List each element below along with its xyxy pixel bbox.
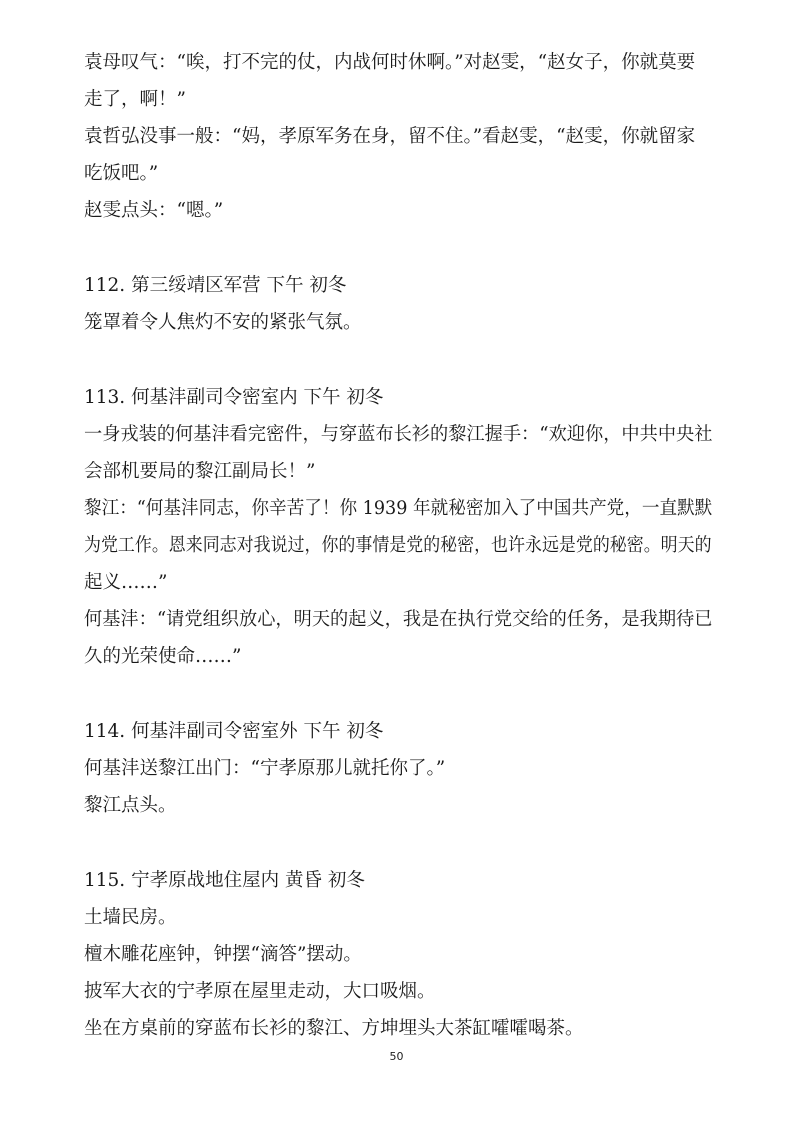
text-line: 吃饭吧。” bbox=[84, 163, 159, 184]
text-line: 会部机要局的黎江副局长！” bbox=[84, 461, 316, 482]
scene-heading: 112. 第三绥靖区军营 下午 初冬 bbox=[84, 275, 347, 296]
text-line: 何基沣：“请党组织放心，明天的起义，我是在执行党交给的任务，是我期待已 bbox=[84, 609, 713, 630]
text-line: 土墙民房。 bbox=[84, 907, 177, 928]
text-line: 檀木雕花座钟，钟摆“滴答”摆动。 bbox=[84, 944, 362, 965]
text-line: 一身戎装的何基沣看完密件，与穿蓝布长衫的黎江握手：“欢迎你，中共中央社 bbox=[84, 424, 713, 445]
text-line: 起义……” bbox=[84, 572, 168, 593]
text-line: 袁母叹气：“唉，打不完的仗，内战何时休啊。”对赵雯，“赵女子，你就莫要 bbox=[84, 52, 696, 73]
page-number: 50 bbox=[389, 1050, 404, 1063]
text-line: 赵雯点头：“嗯。” bbox=[84, 200, 224, 221]
text-line: 笼罩着令人焦灼不安的紧张气氛。 bbox=[84, 312, 362, 333]
text-line: 袁哲弘没事一般：“妈，孝原军务在身，留不住。”看赵雯，“赵雯，你就留家 bbox=[84, 126, 696, 147]
text-line: 黎江：“何基沣同志，你辛苦了！你 1939 年就秘密加入了中国共产党，一直默默 bbox=[84, 498, 713, 519]
text-line: 走了，啊！” bbox=[84, 89, 186, 110]
text-line: 何基沣送黎江出门：“宁孝原那儿就托你了。” bbox=[84, 758, 446, 779]
scene-heading: 114. 何基沣副司令密室外 下午 初冬 bbox=[84, 721, 384, 742]
text-line: 久的光荣使命……” bbox=[84, 646, 242, 667]
text-line: 坐在方桌前的穿蓝布长衫的黎江、方坤埋头大茶缸嚯嚯喝茶。 bbox=[84, 1018, 584, 1039]
text-line: 为党工作。恩来同志对我说过，你的事情是党的秘密，也许永远是党的秘密。明天的 bbox=[84, 535, 712, 556]
text-line: 披军大衣的宁孝原在屋里走动，大口吸烟。 bbox=[84, 981, 436, 1002]
text-line: 黎江点头。 bbox=[84, 795, 177, 816]
scene-heading: 115. 宁孝原战地住屋内 黄昏 初冬 bbox=[84, 870, 365, 891]
scene-heading: 113. 何基沣副司令密室内 下午 初冬 bbox=[84, 387, 384, 408]
